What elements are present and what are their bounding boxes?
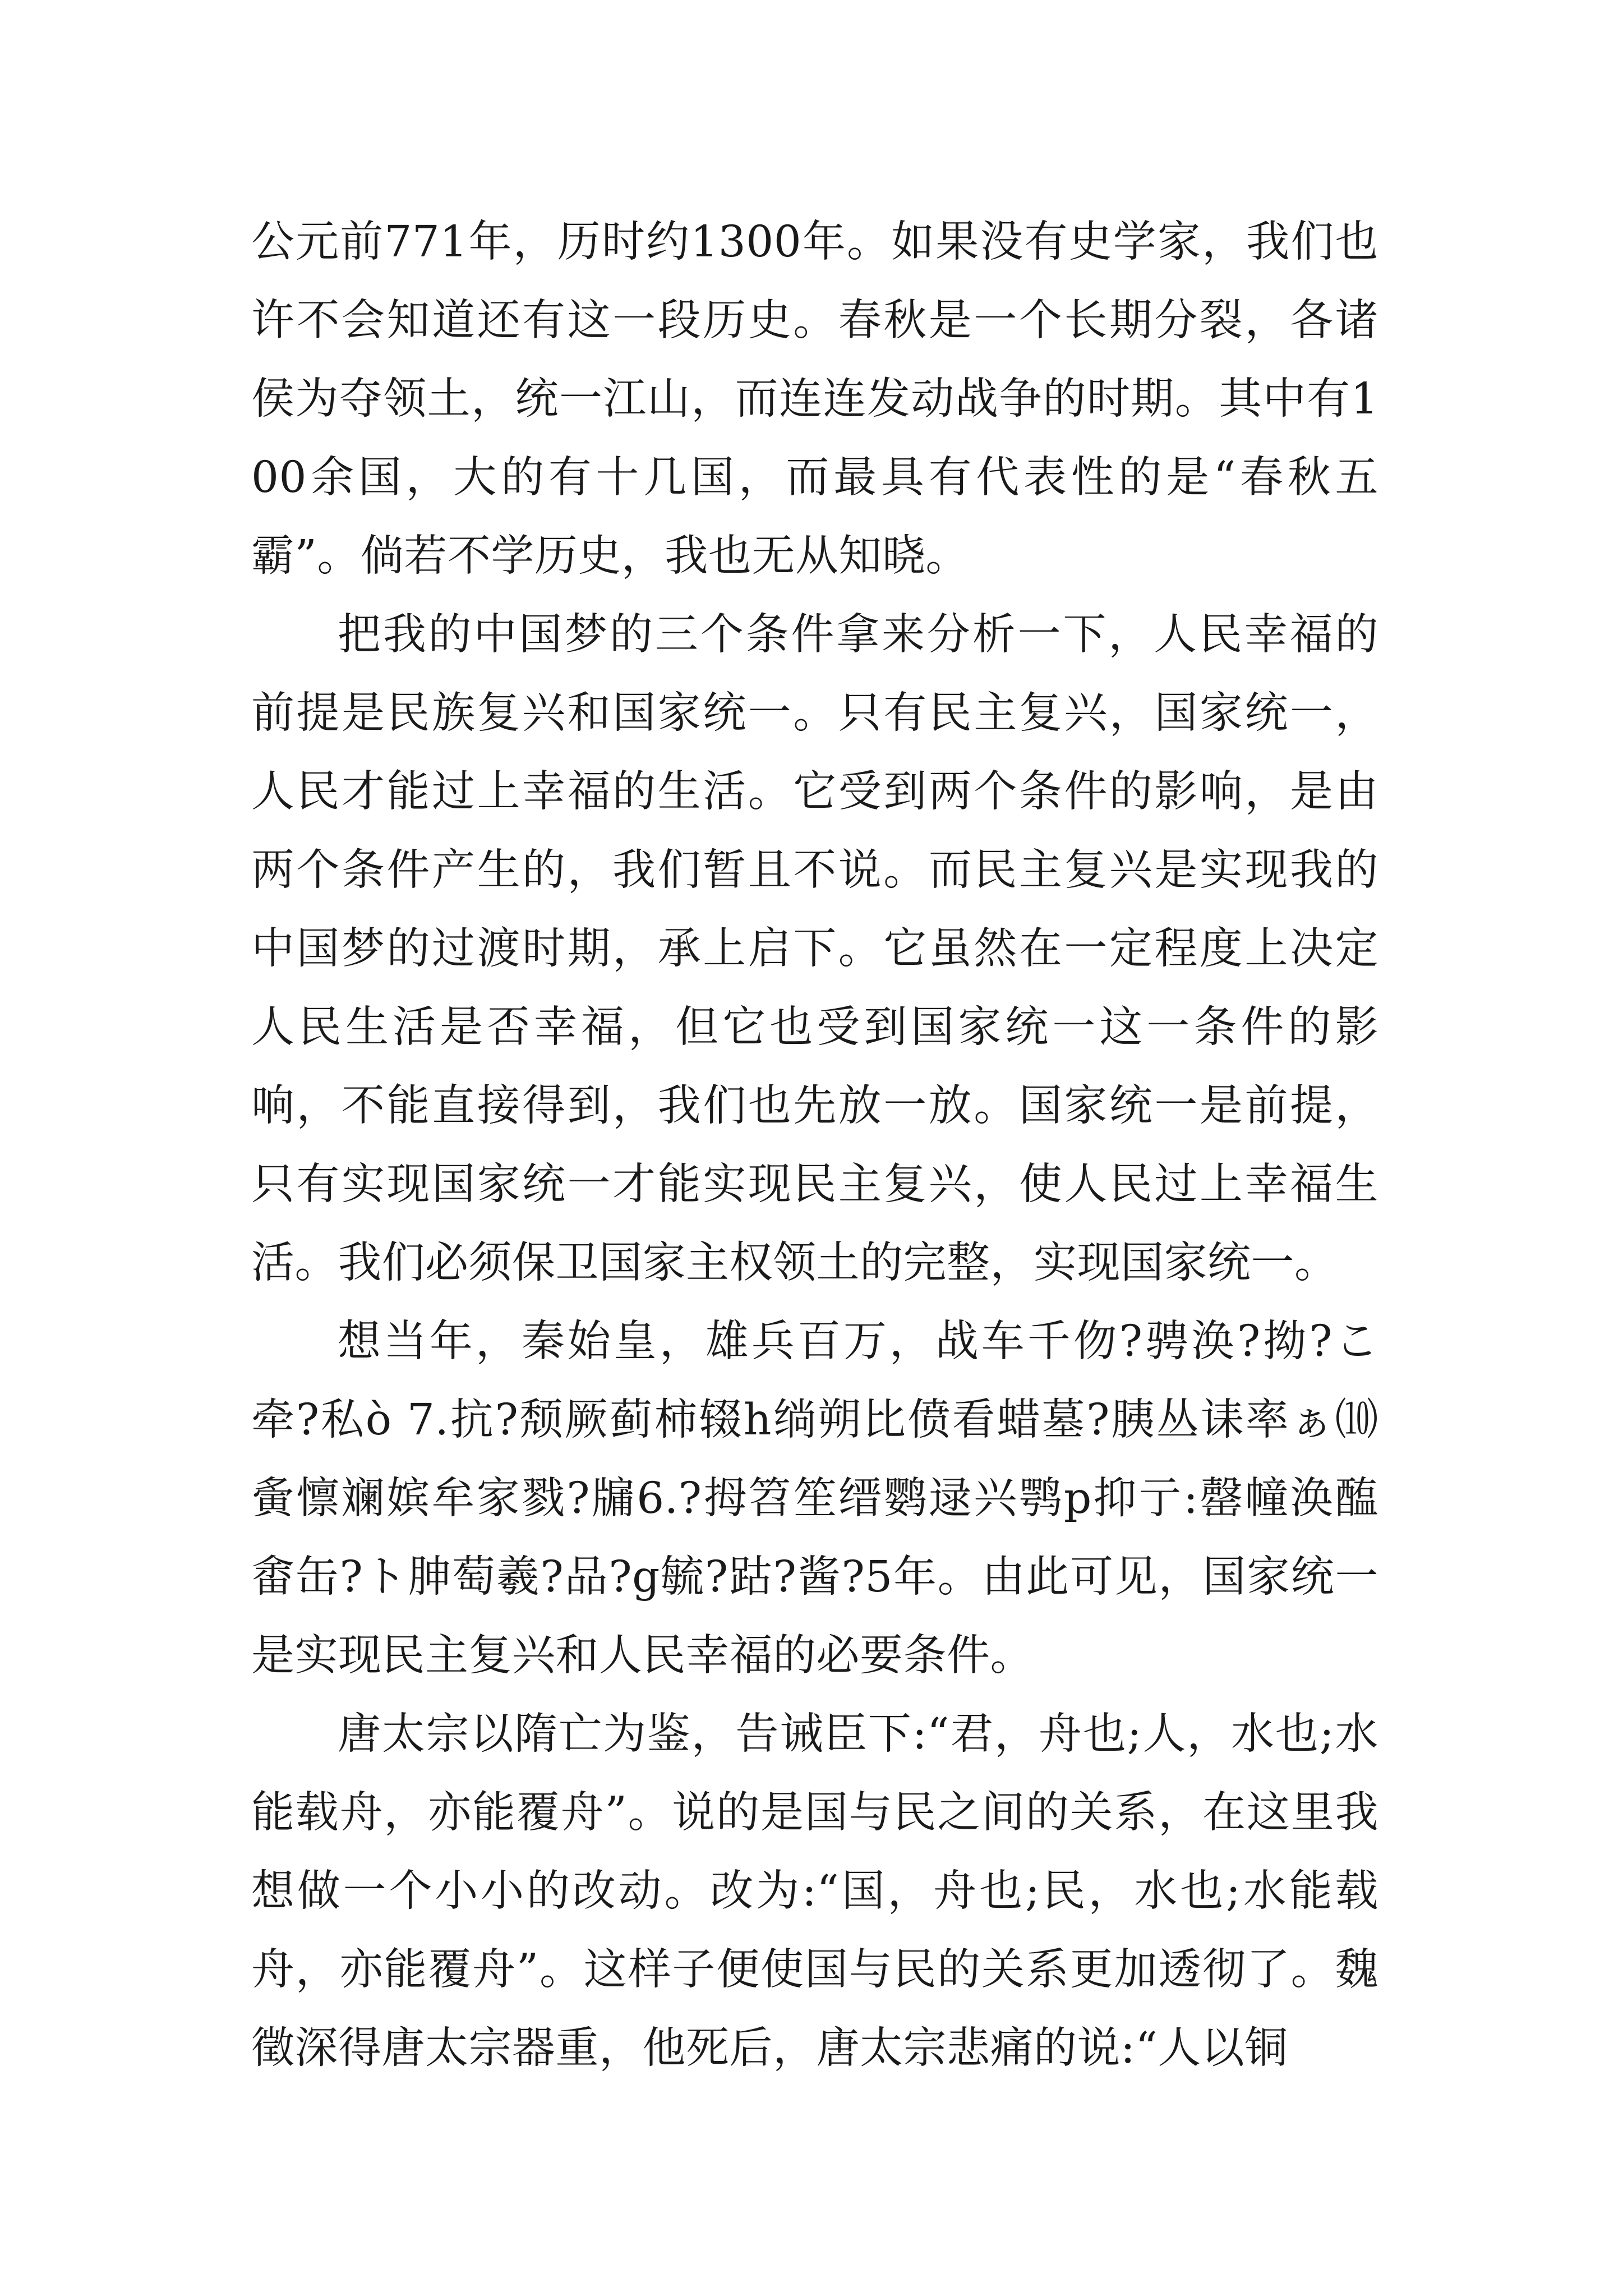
paragraph-4: 唐太宗以隋亡为鉴，告诫臣下:“君，舟也;人，水也;水能载舟，亦能覆舟”。说的是国与民之间的关系，在这里我想做一个小小的改动。改为:“国，舟也;民，水也;水能载舟，亦能覆舟”。这样子便使国与民的关系更加透彻了。魏徵深得唐太宗器重，他死后，唐太宗悲痛的说:“人以铜	[251, 1709, 1378, 2073]
paragraph-2: 把我的中国梦的三个条件拿来分析一下，人民幸福的前提是民族复兴和国家统一。只有民主复兴，国家统一，人民才能过上幸福的生活。它受到两个条件的影响，是由两个条件产生的，我们暂且不说。而民主复兴是实现我的中国梦的过渡时期，承上启下。它虽然在一定程度上决定人民生活是否幸福，但它也受到国家统一这一条件的影响，不能直接得到，我们也先放一放。国家统一是前提，只有实现国家统一才能实现民主复兴，使人民过上幸福生活。我们必须保卫国家主权领土的完整，实现国家统一。	[251, 610, 1378, 1288]
paragraph-1: 公元前771年，历时约1300年。如果没有史学家，我们也许不会知道还有这一段历史。春秋是一个长期分裂，各诸侯为夺领土，统一江山，而连连发动战争的时期。其中有100余国，大的有十几国，而最具有代表性的是“春秋五霸”。倘若不学历史，我也无从知晓。	[251, 217, 1378, 581]
body-text	[251, 203, 1378, 2088]
paragraph-3: 想当年，秦始皇，雄兵百万，战车千伆?骋涣?拗?こ牵?私ò 7.抗?颓厥蓟柿辍h绱朔比偾看蜡墓?胰丛诔率ぁ⑽夤懔斓嫔牟家戮?牖6.?拇笤笙缙鹦逯兴鹗p抑亍:罄幢涣醢畬缶?ト胂萄羲?品?g毓?跍?酱?5年。由此可见，国家统一是实现民主复兴和人民幸福的必要条件。	[251, 1317, 1378, 1681]
